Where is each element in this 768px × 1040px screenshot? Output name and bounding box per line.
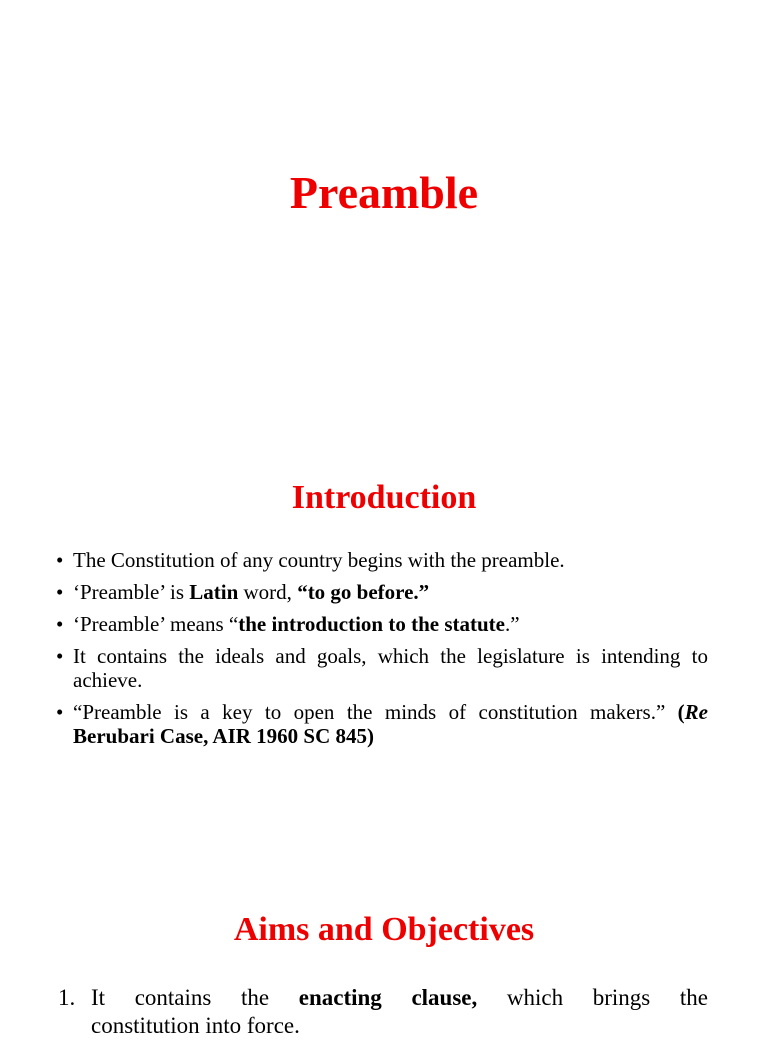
item-text-continuation: constitution into force. — [91, 1013, 300, 1038]
bullet-item — [56, 644, 708, 692]
item-number: 1. — [58, 985, 76, 1010]
item-text: which brings the — [477, 985, 708, 1010]
bullet-text: It contains the ideals and goals, which the legislature is intending to achieve. — [73, 644, 708, 692]
introduction-bullet-list — [56, 548, 708, 756]
bullet-item — [56, 612, 708, 636]
numbered-item — [58, 984, 708, 1040]
slide-title-preamble: Preamble — [289, 167, 479, 218]
bullet-dot: • — [56, 700, 64, 724]
citation-text: Berubari Case, AIR 1960 SC 845) — [73, 724, 375, 748]
bullet-text: “Preamble is a key to open the minds of constitution makers.” — [73, 700, 678, 724]
bullet-text: The Constitution of any country begins with the preamble. — [73, 548, 565, 572]
item-bold-text: enacting clause, — [298, 985, 478, 1010]
citation-italic-text: Re — [684, 700, 708, 724]
bullet-dot: • — [56, 644, 64, 668]
bullet-item — [56, 580, 708, 604]
bullet-text: ‘Preamble’ means “ — [73, 612, 239, 636]
bullet-dot: • — [56, 580, 64, 604]
bullet-item — [56, 548, 708, 572]
bullet-bold-text: the introduction to the statute — [238, 612, 505, 636]
bullet-text: .” — [504, 612, 520, 636]
bullet-text: word, — [238, 580, 298, 604]
aims-numbered-list — [58, 984, 708, 1040]
bullet-bold-text: Latin — [189, 580, 239, 604]
bullet-dot: • — [56, 612, 64, 636]
item-text: It contains the — [91, 985, 299, 1010]
slide-title-aims-and-objectives: Aims and Objectives — [233, 911, 535, 948]
bullet-item — [56, 700, 708, 748]
bullet-dot: • — [56, 548, 64, 572]
bullet-bold-text: “to go before.” — [297, 580, 430, 604]
slide-title-introduction: Introduction — [291, 479, 477, 516]
bullet-text: ‘Preamble’ is — [73, 580, 190, 604]
citation-open-paren: ( — [677, 700, 685, 724]
